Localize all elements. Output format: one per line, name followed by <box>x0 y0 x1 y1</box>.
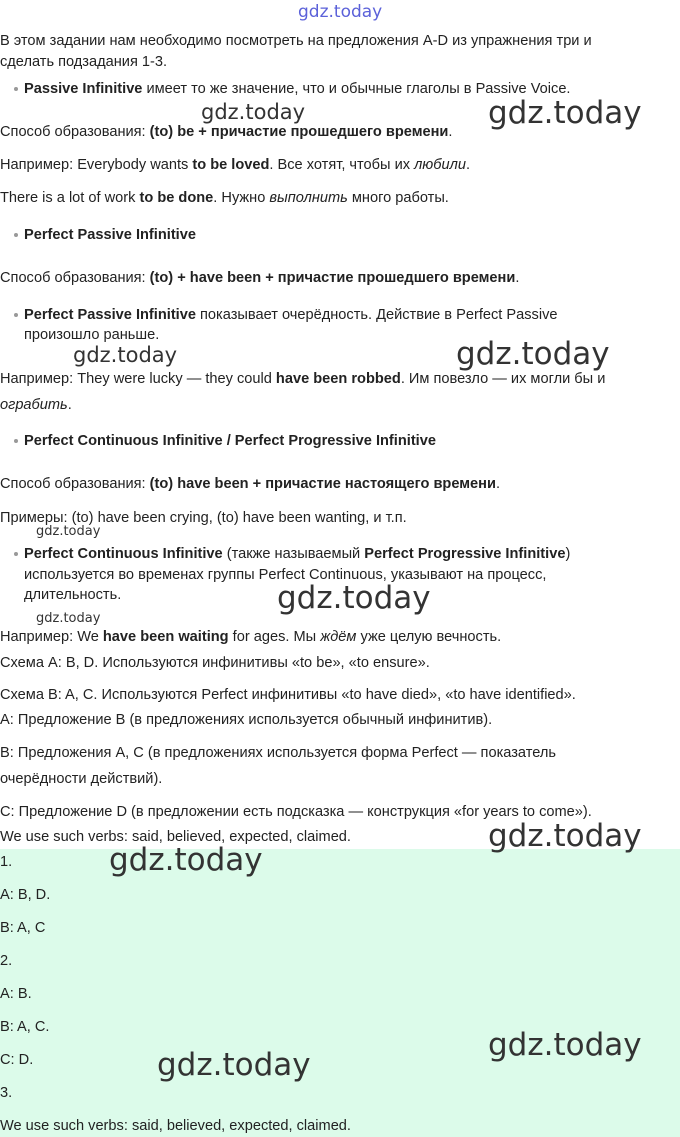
watermark: gdz.today <box>488 95 642 131</box>
watermark-top: gdz.today <box>298 2 383 22</box>
passive-infinitive-definition: Passive Infinitive имеет то же значение, что и обычные глаголы в Passive Voice. <box>24 81 571 97</box>
answer-item: 3. <box>0 1085 13 1101</box>
perfect-continuous-examples: Примеры: (to) have been crying, (to) have been wanting, и т.п. <box>0 510 407 526</box>
bullet-icon <box>14 313 18 317</box>
answer-item: C: D. <box>0 1052 34 1068</box>
watermark: gdz.today <box>488 818 642 854</box>
perfect-passive-formation: Способ образования: (to) + have been + причастие прошедшего времени. <box>0 270 520 286</box>
answer-c: C: Предложение D (в предложении есть подсказка — конструкция «for years to come»). <box>0 804 592 820</box>
passive-infinitive-example-2: There is a lot of work to be done. Нужно выполнить много работы. <box>0 190 449 206</box>
perfect-continuous-formation: Способ образования: (to) have been + причастие настоящего времени. <box>0 476 501 492</box>
watermark: gdz.today <box>36 524 101 539</box>
answer-item: We use such verbs: said, believed, expected, claimed. <box>0 1118 351 1134</box>
answer-item: 2. <box>0 953 13 969</box>
answer-b-line-1: B: Предложения A, C (в предложениях используется форма Perfect — показатель <box>0 745 556 761</box>
perfect-passive-example: Например: They were lucky — they could have been robbed. Им повезло — их могли бы и <box>0 371 606 387</box>
perfect-passive-heading: Perfect Passive Infinitive <box>24 227 196 243</box>
answer-item: A: B, D. <box>0 887 51 903</box>
perfect-continuous-heading: Perfect Continuous Infinitive / Perfect Progressive Infinitive <box>24 433 436 449</box>
scheme-a: Схема A: B, D. Используются инфинитивы «to be», «to ensure». <box>0 655 430 671</box>
intro-line-2: сделать подзадания 1-3. <box>0 54 168 70</box>
perfect-continuous-example: Например: We have been waiting for ages. Мы ждём уже целую вечность. <box>0 629 502 645</box>
answer-a: A: Предложение B (в предложениях используется обычный инфинитив). <box>0 712 493 728</box>
perfect-passive-example-line-2: ограбить. <box>0 397 72 413</box>
watermark: gdz.today <box>277 580 431 616</box>
watermark: gdz.today <box>157 1047 311 1083</box>
answer-item: B: A, C. <box>0 1019 50 1035</box>
passive-infinitive-example-1: Например: Everybody wants to be loved. Все хотят, чтобы их любили. <box>0 157 471 173</box>
perfect-continuous-description-line-3: длительность. <box>24 587 122 603</box>
bullet-icon <box>14 233 18 237</box>
bullet-icon <box>14 552 18 556</box>
perfect-continuous-description: Perfect Continuous Infinitive (также называемый Perfect Progressive Infinitive) <box>24 546 571 562</box>
watermark: gdz.today <box>73 343 178 367</box>
answer-item: 1. <box>0 854 13 870</box>
bullet-icon <box>14 87 18 91</box>
answer-item: A: B. <box>0 986 32 1002</box>
answer-item: B: A, C <box>0 920 46 936</box>
watermark: gdz.today <box>201 100 306 124</box>
watermark: gdz.today <box>36 611 101 626</box>
answer-b-line-2: очерёдности действий). <box>0 771 163 787</box>
perfect-continuous-description-line-2: используется во временах группы Perfect Continuous, указывают на процесс, <box>24 567 547 583</box>
watermark: gdz.today <box>488 1027 642 1063</box>
perfect-passive-description-line-2: произошло раньше. <box>24 327 160 343</box>
bullet-icon <box>14 439 18 443</box>
watermark: gdz.today <box>109 842 263 878</box>
verbs-line: We use such verbs: said, believed, expected, claimed. <box>0 829 351 845</box>
passive-infinitive-formation: Способ образования: (to) be + причастие прошедшего времени. <box>0 124 453 140</box>
perfect-passive-description: Perfect Passive Infinitive показывает очерёдность. Действие в Perfect Passive <box>24 307 558 323</box>
watermark: gdz.today <box>456 336 610 372</box>
scheme-b: Схема B: A, C. Используются Perfect инфинитивы «to have died», «to have identified». <box>0 687 576 703</box>
intro-line-1: В этом задании нам необходимо посмотреть на предложения A-D из упражнения три и <box>0 33 592 49</box>
